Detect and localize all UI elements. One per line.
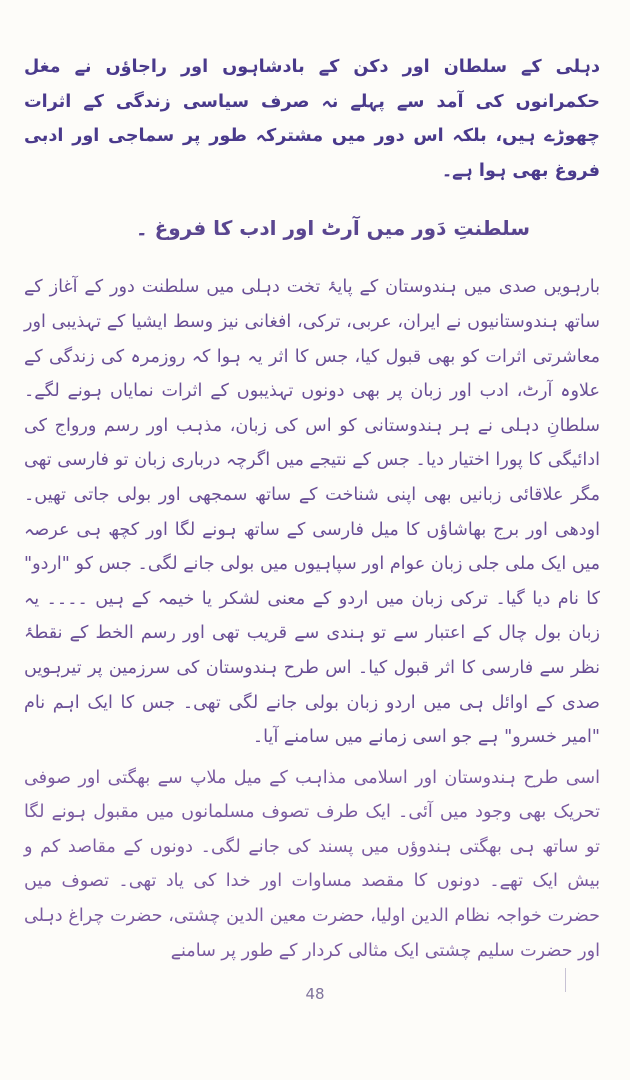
page-number: 48: [305, 985, 325, 1003]
section-heading: سلطنتِ دَور میں آرٹ اور ادب کا فروغ ۔: [135, 216, 530, 241]
intro-paragraph: دہلی کے سلطان اور دکن کے بادشاہوں اور راجاؤں نے مغل حکمرانوں کی آمد سے پہلے نہ صرف سیاسی زندگی کے اثرات چھوڑے ہیں، بلکہ اس دور میں مشترکہ طور پر سماجی اور ادبی فروغ بھی ہوا ہے۔: [24, 57, 600, 181]
body-paragraph-1: بارہویں صدی میں ہندوستان کے پایۂ تخت دہلی میں سلطنت دور کے آغاز کے ساتھ ہندوستانیوں نے ایران، عربی، ترکی، افغانی نیز وسط ایشیا کے تہذیبی اور معاشرتی اثرات کو بھی قبول کیا، جس کا اثر یہ ہوا کہ روزمرہ کی زندگی کے علاوہ آرٹ، ادب اور زبان پر بھی دونوں تہذیبوں کے اثرات نمایاں ہونے لگے۔ سلطانِ دہلی نے ہر ہندوستانی کو اس کی زبان، مذہب اور رسم ورواج کی ادائیگی کا پورا اختیار دیا۔ جس کے نتیجے میں اگرچہ درباری زبان تو فارسی تھی مگر علاقائی زبانیں بھی اپنی شناخت کے ساتھ سمجھی اور بولی جاتی تھیں۔ اودھی اور برج بھاشاؤں کا میل فارسی کے ساتھ ہونے لگا اور کچھ ہی عرصہ میں ایک ملی جلی زبان عوام اور سپاہیوں میں بولی جانے لگی۔ جس کو "اردو" کا نام دیا گیا۔ ترکی زبان میں اردو کے معنی لشکر یا خیمہ کے ہیں ۔۔۔۔ یہ زبان بول چال کے اعتبار سے تو ہندی سے قریب تھی اور رسم الخط کے نقطۂ نظر سے فارسی کا اثر قبول کیا۔ اس طرح ہندوستان کی سرزمین پر تیرہویں صدی کے اوائل ہی میں اردو زبان بولی جانے لگی تھی۔ جس کا ایک اہم نام "امیر خسرو" ہے جو اسی زمانے میں سامنے آیا۔: [24, 277, 600, 748]
body-paragraph-2: اسی طرح ہندوستان اور اسلامی مذاہب کے میل ملاپ سے بھگتی اور صوفی تحریک بھی وجود میں آئی۔ ایک طرف تصوف مسلمانوں میں مقبول ہونے لگا تو ساتھ ہی بھگتی ہندوؤں میں پسند کی جانے لگی۔ دونوں کے مقاصد کم و بیش ایک تھے۔ دونوں کا مقصد مساوات اور خدا کی یاد تھی۔ تصوف میں حضرت خواجہ نظام الدین اولیا، حضرت معین الدین چشتی، حضرت چراغ دہلی اور حضرت سلیم چشتی ایک مثالی کردار کے طور پر سامنے: [24, 767, 600, 961]
